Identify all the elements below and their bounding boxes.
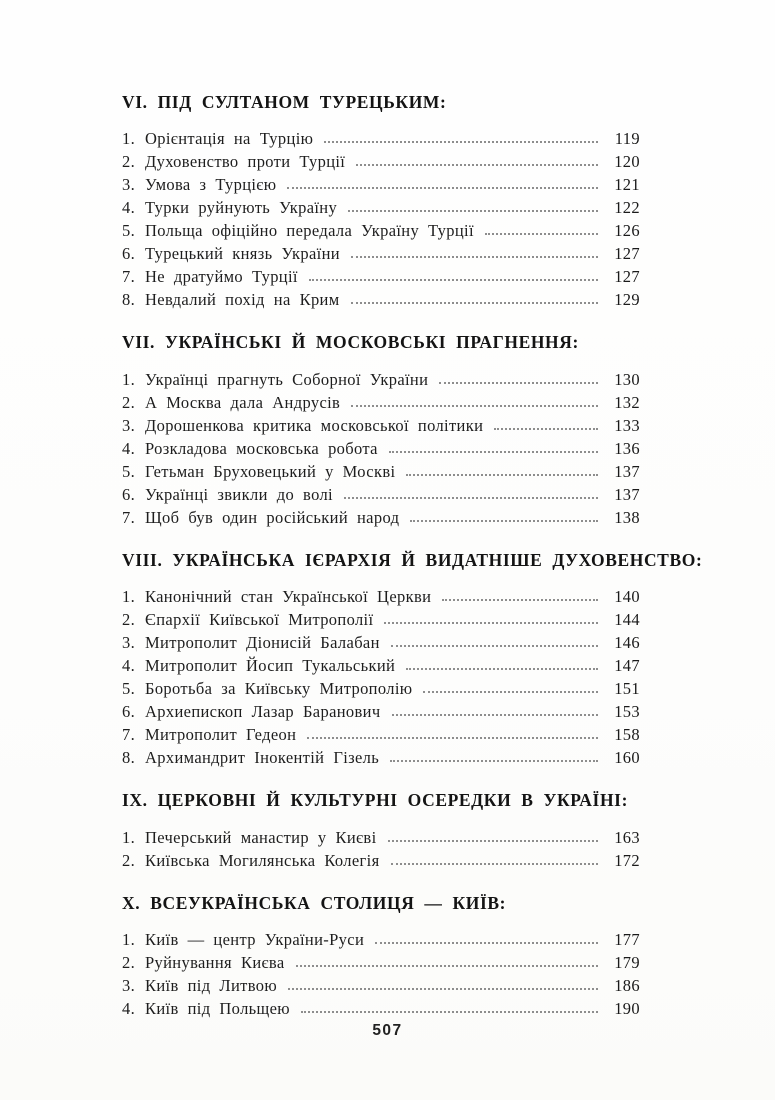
dot-leader bbox=[307, 737, 598, 739]
toc-entry bbox=[122, 196, 640, 219]
toc-entry bbox=[122, 127, 640, 150]
toc-section bbox=[122, 333, 640, 528]
dot-leader bbox=[391, 863, 598, 865]
toc-section bbox=[122, 93, 640, 311]
dot-leader bbox=[309, 279, 598, 281]
entry-number: 7. bbox=[122, 267, 136, 287]
dot-leader bbox=[356, 164, 598, 166]
dot-leader bbox=[423, 691, 598, 693]
section-entries bbox=[122, 368, 640, 529]
entry-title: Умова з Турцією bbox=[145, 175, 277, 195]
entry-title: Митрополит Діонисій Балабан bbox=[145, 633, 380, 653]
toc-entry bbox=[122, 265, 640, 288]
entry-page-number: 190 bbox=[614, 998, 640, 1018]
entry-number: 1. bbox=[122, 129, 136, 149]
entry-number: 4. bbox=[122, 998, 136, 1018]
toc-entry bbox=[122, 288, 640, 311]
dot-leader bbox=[296, 965, 598, 967]
section-entries bbox=[122, 826, 640, 872]
section-heading: VIII. УКРАЇНСЬКА ІЄРАРХІЯ Й ВИДАТНІШЕ ДУХОВЕНСТВО: bbox=[122, 549, 703, 570]
dot-leader bbox=[439, 382, 598, 384]
dot-leader bbox=[406, 474, 598, 476]
entry-page-number: 126 bbox=[614, 221, 640, 241]
entry-number: 7. bbox=[122, 725, 136, 745]
entry-page-number: 186 bbox=[614, 975, 640, 995]
entry-number: 3. bbox=[122, 175, 136, 195]
entry-page-number: 144 bbox=[614, 610, 640, 630]
dot-leader bbox=[375, 942, 598, 944]
toc-entry bbox=[122, 746, 640, 769]
toc-entry bbox=[122, 483, 640, 506]
section-entries bbox=[122, 585, 640, 769]
entry-number: 8. bbox=[122, 748, 136, 768]
entry-number: 4. bbox=[122, 198, 136, 218]
toc-entry bbox=[122, 150, 640, 173]
toc-section bbox=[122, 791, 640, 871]
entry-page-number: 140 bbox=[614, 587, 640, 607]
dot-leader bbox=[351, 256, 598, 258]
dot-leader bbox=[301, 1011, 598, 1013]
entry-page-number: 127 bbox=[614, 244, 640, 264]
entry-number: 6. bbox=[122, 484, 136, 504]
toc-entry bbox=[122, 391, 640, 414]
entry-number: 2. bbox=[122, 610, 136, 630]
entry-page-number: 132 bbox=[614, 392, 640, 412]
toc-entry bbox=[122, 723, 640, 746]
entry-title: Українці звикли до волі bbox=[145, 484, 333, 504]
entry-page-number: 130 bbox=[614, 369, 640, 389]
entry-title: Київська Могилянська Колегія bbox=[145, 850, 380, 870]
entry-title: Київ під Польщею bbox=[145, 998, 290, 1018]
entry-page-number: 129 bbox=[614, 290, 640, 310]
entry-number: 2. bbox=[122, 152, 136, 172]
section-heading: VII. УКРАЇНСЬКІ Й МОСКОВСЬКІ ПРАГНЕННЯ: bbox=[122, 332, 579, 353]
page-number: 507 bbox=[372, 1022, 403, 1039]
toc-entry bbox=[122, 677, 640, 700]
entry-title: Духовенство проти Турції bbox=[145, 152, 346, 172]
entry-page-number: 160 bbox=[614, 748, 640, 768]
entry-title: Орієнтація на Турцію bbox=[145, 129, 314, 149]
dot-leader bbox=[391, 645, 598, 647]
entry-page-number: 146 bbox=[614, 633, 640, 653]
entry-title: Архимандрит Інокентій Гізель bbox=[145, 748, 380, 768]
dot-leader bbox=[485, 233, 598, 235]
entry-number: 1. bbox=[122, 369, 136, 389]
dot-leader bbox=[388, 840, 598, 842]
dot-leader bbox=[389, 451, 598, 453]
dot-leader bbox=[348, 210, 598, 212]
entry-page-number: 137 bbox=[614, 484, 640, 504]
entry-title: Руйнування Києва bbox=[145, 952, 285, 972]
entry-number: 3. bbox=[122, 975, 136, 995]
entry-title: Канонічний стан Української Церкви bbox=[145, 587, 432, 607]
entry-number: 5. bbox=[122, 461, 136, 481]
section-heading: X. ВСЕУКРАЇНСЬКА СТОЛИЦЯ — КИЇВ: bbox=[122, 892, 507, 913]
toc-entry bbox=[122, 368, 640, 391]
entry-title: Турки руйнують Україну bbox=[145, 198, 338, 218]
toc-section bbox=[122, 549, 703, 769]
dot-leader bbox=[410, 520, 598, 522]
entry-number: 8. bbox=[122, 290, 136, 310]
entry-page-number: 121 bbox=[614, 175, 640, 195]
toc-entry bbox=[122, 414, 640, 437]
dot-leader bbox=[288, 988, 598, 990]
entry-page-number: 153 bbox=[614, 702, 640, 722]
entry-number: 3. bbox=[122, 633, 136, 653]
entry-title: Невдалий похід на Крим bbox=[145, 290, 340, 310]
entry-title: Боротьба за Київську Митрополію bbox=[145, 679, 413, 699]
entry-number: 6. bbox=[122, 702, 136, 722]
dot-leader bbox=[406, 668, 598, 670]
entry-number: 1. bbox=[122, 587, 136, 607]
entry-page-number: 172 bbox=[614, 850, 640, 870]
entry-title: Польща офіційно передала Україну Турції bbox=[145, 221, 474, 241]
toc-entry bbox=[122, 826, 640, 849]
entry-page-number: 137 bbox=[614, 461, 640, 481]
toc-entry bbox=[122, 173, 640, 196]
toc-entry bbox=[122, 608, 640, 631]
entry-page-number: 158 bbox=[614, 725, 640, 745]
entry-number: 5. bbox=[122, 221, 136, 241]
table-of-contents bbox=[122, 92, 703, 1020]
toc-entry bbox=[122, 928, 640, 951]
entry-title: Митрополит Йосип Тукальський bbox=[145, 656, 396, 676]
entry-number: 7. bbox=[122, 507, 136, 527]
entry-title: Київ під Литвою bbox=[145, 975, 278, 995]
dot-leader bbox=[390, 760, 598, 762]
entry-title: А Москва дала Андрусів bbox=[145, 392, 341, 412]
entry-page-number: 163 bbox=[614, 827, 640, 847]
entry-title: Дорошенкова критика московської політики bbox=[145, 415, 484, 435]
entry-title: Гетьман Бруховецький у Москві bbox=[145, 461, 396, 481]
entry-page-number: 119 bbox=[614, 129, 640, 149]
entry-number: 6. bbox=[122, 244, 136, 264]
entry-page-number: 120 bbox=[614, 152, 640, 172]
entry-page-number: 122 bbox=[614, 198, 640, 218]
toc-section bbox=[122, 894, 640, 1020]
toc-entry bbox=[122, 506, 640, 529]
section-entries bbox=[122, 127, 640, 311]
entry-number: 4. bbox=[122, 438, 136, 458]
toc-entry bbox=[122, 460, 640, 483]
dot-leader bbox=[351, 405, 598, 407]
entry-page-number: 151 bbox=[614, 679, 640, 699]
toc-entry bbox=[122, 654, 640, 677]
toc-entry bbox=[122, 700, 640, 723]
dot-leader bbox=[392, 714, 599, 716]
entry-title: Митрополит Гедеон bbox=[145, 725, 297, 745]
entry-page-number: 138 bbox=[614, 507, 640, 527]
entry-number: 1. bbox=[122, 827, 136, 847]
entry-page-number: 127 bbox=[614, 267, 640, 287]
dot-leader bbox=[442, 599, 598, 601]
entry-page-number: 147 bbox=[614, 656, 640, 676]
toc-entry bbox=[122, 849, 640, 872]
entry-title: Українці прагнуть Соборної України bbox=[145, 369, 429, 389]
entry-title: Єпархії Київської Митрополії bbox=[145, 610, 374, 630]
entry-title: Не дратуймо Турції bbox=[145, 267, 298, 287]
entry-title: Архиепископ Лазар Баранович bbox=[145, 702, 381, 722]
toc-entry bbox=[122, 631, 640, 654]
dot-leader bbox=[344, 497, 598, 499]
entry-title: Київ — центр України-Руси bbox=[145, 929, 365, 949]
toc-entry bbox=[122, 585, 640, 608]
section-heading: IX. ЦЕРКОВНІ Й КУЛЬТУРНІ ОСЕРЕДКИ В УКРАЇНІ: bbox=[122, 790, 629, 811]
entry-page-number: 177 bbox=[614, 929, 640, 949]
entry-title: Турецький князь України bbox=[145, 244, 340, 264]
section-heading: VI. ПІД СУЛТАНОМ ТУРЕЦЬКИМ: bbox=[122, 92, 447, 112]
entry-page-number: 179 bbox=[614, 952, 640, 972]
toc-entry bbox=[122, 951, 640, 974]
entry-title: Розкладова московська робота bbox=[145, 438, 378, 458]
entry-number: 2. bbox=[122, 392, 136, 412]
entry-number: 2. bbox=[122, 850, 136, 870]
toc-entry bbox=[122, 242, 640, 265]
dot-leader bbox=[351, 302, 598, 304]
entry-number: 3. bbox=[122, 415, 136, 435]
entry-number: 4. bbox=[122, 656, 136, 676]
section-entries bbox=[122, 928, 640, 1020]
entry-page-number: 133 bbox=[614, 415, 640, 435]
dot-leader bbox=[384, 622, 598, 624]
entry-number: 5. bbox=[122, 679, 136, 699]
toc-entry bbox=[122, 997, 640, 1020]
toc-entry bbox=[122, 974, 640, 997]
toc-entry bbox=[122, 437, 640, 460]
entry-title: Печерський манастир у Києві bbox=[145, 827, 377, 847]
entry-page-number: 136 bbox=[614, 438, 640, 458]
entry-number: 1. bbox=[122, 929, 136, 949]
dot-leader bbox=[324, 141, 598, 143]
entry-number: 2. bbox=[122, 952, 136, 972]
entry-title: Щоб був один російський народ bbox=[145, 507, 400, 527]
dot-leader bbox=[494, 428, 598, 430]
toc-entry bbox=[122, 219, 640, 242]
dot-leader bbox=[287, 187, 598, 189]
